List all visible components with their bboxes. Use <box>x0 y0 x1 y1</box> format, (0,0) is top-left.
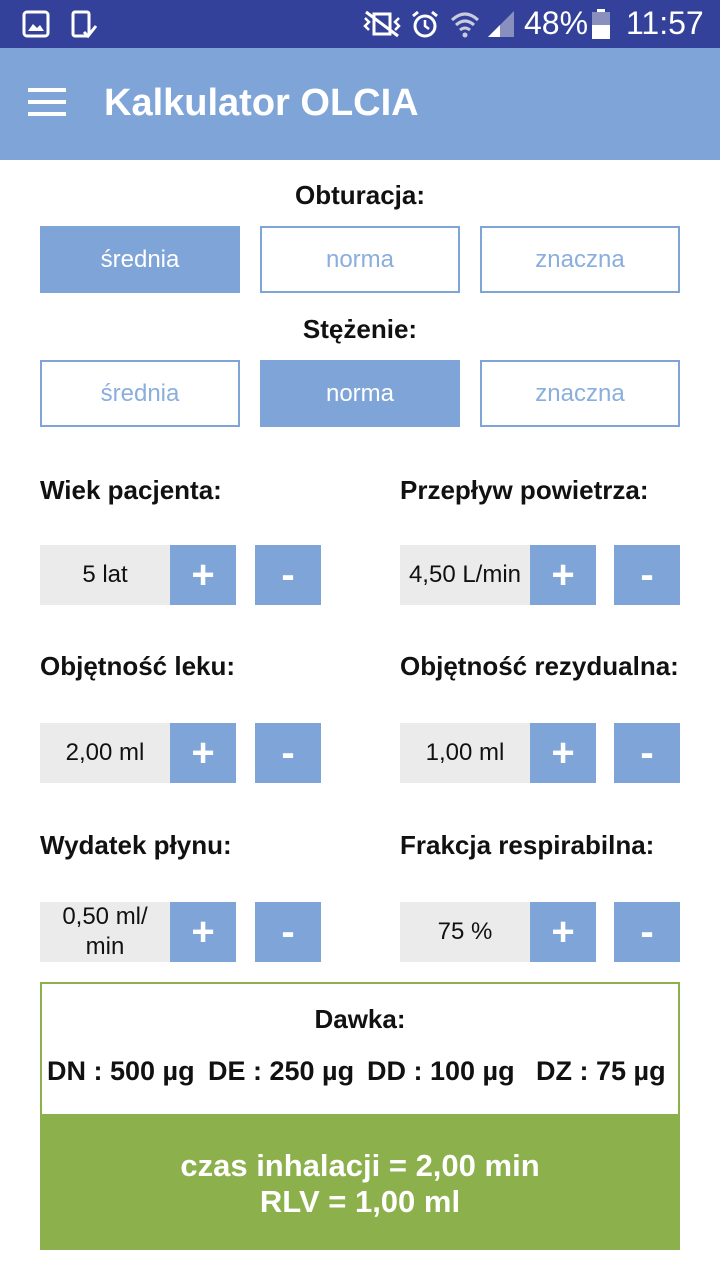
dose-dz: DZ : 75 µg <box>536 1056 666 1086</box>
app-toolbar <box>0 48 720 160</box>
wydatek-value-line1: 0,50 ml/ <box>62 903 148 930</box>
wiek-increment-button[interactable]: + <box>170 545 236 605</box>
frakcja-value: 75 % <box>400 902 530 962</box>
objetosc-leku-decrement-button[interactable]: - <box>255 723 321 783</box>
wiek-decrement-button[interactable]: - <box>255 545 321 605</box>
battery-icon <box>590 8 612 40</box>
menu-icon[interactable] <box>22 82 74 126</box>
objetosc-leku-label: Objętność leku: <box>40 651 236 681</box>
result-inhalation-time: czas inhalacji = 2,00 min <box>180 1148 540 1183</box>
obturacja-option-srednia[interactable]: średnia <box>40 226 240 293</box>
alarm-icon <box>410 10 440 40</box>
frakcja-decrement-button[interactable]: - <box>614 902 680 962</box>
status-bar <box>0 0 720 48</box>
przeplyw-decrement-button[interactable]: - <box>614 545 680 605</box>
wydatek-value-line2: min <box>85 933 125 960</box>
dose-panel <box>40 982 680 1116</box>
objetosc-rezydualna-decrement-button[interactable]: - <box>614 723 680 783</box>
clock: 11:57 <box>626 5 704 41</box>
dose-dn: DN : 500 µg <box>47 1056 195 1086</box>
vibrate-mute-icon <box>362 10 402 38</box>
app-title: Kalkulator OLCIA <box>104 82 419 124</box>
wydatek-increment-button[interactable]: + <box>170 902 236 962</box>
objetosc-leku-value: 2,00 ml <box>40 723 170 783</box>
dose-title: Dawka: <box>314 1004 406 1034</box>
objetosc-leku-increment-button[interactable]: + <box>170 723 236 783</box>
wifi-icon <box>450 10 480 38</box>
przeplyw-label: Przepływ powietrza: <box>400 475 649 505</box>
przeplyw-increment-button[interactable]: + <box>530 545 596 605</box>
wiek-label: Wiek pacjenta: <box>40 475 222 505</box>
stezenie-label: Stężenie: <box>302 314 418 344</box>
dose-de: DE : 250 µg <box>208 1056 355 1086</box>
gallery-icon <box>22 10 50 38</box>
wydatek-label: Wydatek płynu: <box>40 830 232 860</box>
objetosc-rezydualna-label: Objętność rezydualna: <box>400 651 679 681</box>
result-panel <box>40 1116 680 1250</box>
wydatek-value <box>40 902 170 962</box>
wiek-value: 5 lat <box>40 545 170 605</box>
frakcja-increment-button[interactable]: + <box>530 902 596 962</box>
przeplyw-value: 4,50 L/min <box>400 545 530 605</box>
phone-check-icon <box>70 10 98 40</box>
dose-dd: DD : 100 µg <box>367 1056 515 1086</box>
stezenie-option-srednia[interactable]: średnia <box>40 360 240 427</box>
obturacja-option-znaczna[interactable]: znaczna <box>480 226 680 293</box>
stezenie-option-znaczna[interactable]: znaczna <box>480 360 680 427</box>
obturacja-label: Obturacja: <box>294 180 426 210</box>
obturacja-option-norma[interactable]: norma <box>260 226 460 293</box>
signal-icon <box>486 10 516 38</box>
result-rlv: RLV = 1,00 ml <box>259 1184 461 1219</box>
objetosc-rezydualna-value: 1,00 ml <box>400 723 530 783</box>
stezenie-option-norma[interactable]: norma <box>260 360 460 427</box>
frakcja-label: Frakcja respirabilna: <box>400 830 655 860</box>
objetosc-rezydualna-increment-button[interactable]: + <box>530 723 596 783</box>
battery-percent: 48% <box>524 5 589 41</box>
wydatek-decrement-button[interactable]: - <box>255 902 321 962</box>
